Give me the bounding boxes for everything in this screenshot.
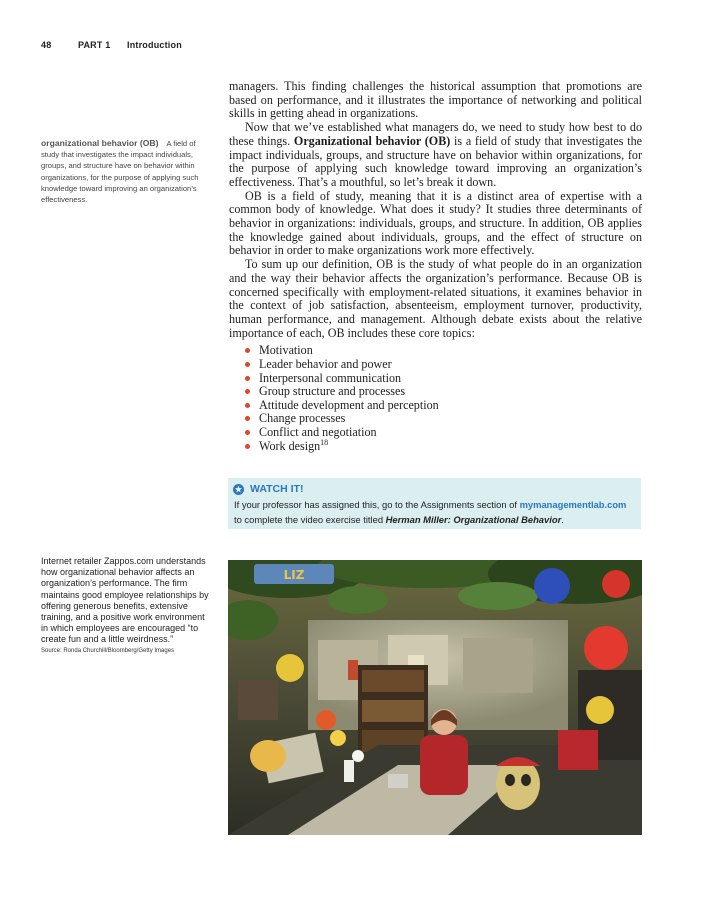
mymanagementlab-link[interactable]: mymanagementlab.com (519, 499, 627, 510)
watch-it-box (228, 478, 641, 529)
star-badge-icon: ★ (234, 484, 243, 494)
list-item: Conflict and negotiation (245, 426, 642, 440)
list-item: Attitude development and perception (245, 399, 642, 413)
liz-sign (254, 564, 334, 584)
ob-term: Organizational behavior (OB) (293, 133, 451, 148)
paragraph-2-rest: is a field of study that investigates the impact individuals, groups, and structure have on behavior within organizations, for the purpose of applying such knowledge toward improving an organization’s effectiveness. That’s a mouthful, so let’s break it down. (229, 133, 642, 189)
watch-it-period: . (561, 514, 564, 525)
part-label: PART 1 (77, 40, 111, 50)
caption-text: Internet retailer Zappos.com understands how organizational behavior affects an organization’s performance. The firm maintains good employee relationships by offering generous benefits, extensive training, and a positive work environment in which employees are encouraged “to create fun and a little weirdness.” (41, 556, 209, 645)
video-title: Herman Miller: Organizational Behavior (385, 514, 562, 525)
paragraph-2-lead: Now that we’ve established what managers do, we need to study how best to do these things. (229, 120, 642, 148)
list-item: Leader behavior and power (245, 358, 642, 372)
page-number: 48 (41, 40, 52, 50)
watch-it-text: If your professor has assigned this, go to the Assignments section of (234, 499, 520, 510)
list-item: Interpersonal communication (245, 372, 642, 386)
core-topics-list (229, 344, 642, 453)
watch-it-line-1 (234, 499, 626, 510)
section-title: Introduction (127, 40, 182, 50)
main-text-column (229, 80, 642, 453)
photo-caption (41, 556, 211, 656)
watch-it-title (233, 483, 303, 495)
zappos-office-photo (228, 560, 642, 835)
list-item: Motivation (245, 344, 642, 358)
definition-text: A field of study that investigates the impact individuals, groups, and structure have on behavior within organizations, for the purpose of applying such knowledge toward improving an organization’s effectiveness. (41, 139, 199, 205)
watch-it-line-2 (234, 514, 564, 525)
list-item-text: Work design (259, 438, 321, 453)
margin-definition (41, 138, 207, 205)
red-balloon (584, 626, 628, 670)
paragraph-4: To sum up our definition, OB is the study of what people do in an organization and the way their behavior affects the organization’s performance. Because OB is concerned specifically with employment-related situations, it examines behavior in the context of job satisfaction, absenteeism, employment turnover, productivity, human performance, and management. Although debate exists about the relative importance of each, OB includes these core topics: (229, 257, 642, 340)
paragraph-2 (229, 121, 642, 190)
paragraph-1: managers. This finding challenges the historical assumption that promotions are based on performance, and it illustrates the importance of networking and political skills in getting ahead in organizations. (229, 79, 642, 121)
watch-it-text: to complete the video exercise titled (234, 514, 386, 525)
photo-source: Source: Ronda Churchill/Bloomberg/Getty Images (41, 647, 175, 654)
list-item: Group structure and processes (245, 385, 642, 399)
blue-balloon (534, 568, 570, 604)
running-header (41, 40, 206, 50)
office-scene (228, 560, 642, 835)
list-item: Change processes (245, 412, 642, 426)
footnote-reference[interactable]: 18 (320, 437, 329, 447)
skull-mask-decoration (496, 757, 540, 810)
list-item (245, 437, 642, 454)
paragraph-3: OB is a field of study, meaning that it is a distinct area of expertise with a common body of knowledge. What does it study? It studies three determinants of behavior in organizations: individuals, groups, and structure. In addition, OB applies the knowledge gained about individuals, groups, and the effect of structure on behavior in order to make organizations work more effectively. (229, 188, 642, 258)
definition-term: organizational behavior (OB) (41, 138, 159, 148)
sign-text: LIZ (283, 568, 305, 582)
watch-it-label: WATCH IT! (250, 483, 304, 495)
red-balloon (602, 570, 630, 598)
